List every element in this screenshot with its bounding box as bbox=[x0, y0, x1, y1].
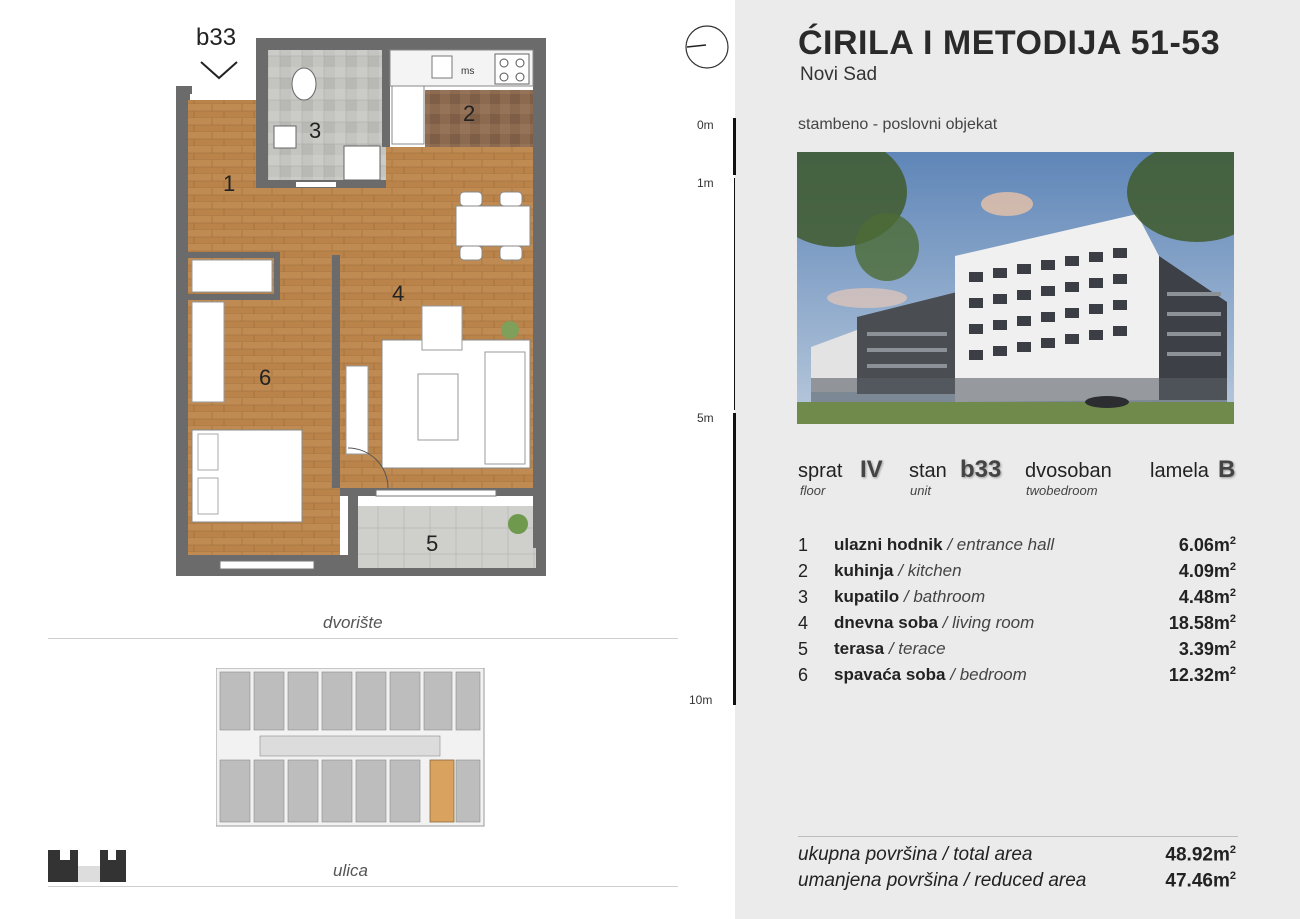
room-row bbox=[798, 613, 1238, 637]
room-row-name: kuhinja / kitchen bbox=[834, 561, 962, 580]
scale-bar-segment bbox=[734, 178, 735, 410]
compass-icon bbox=[684, 24, 730, 70]
yard-label: dvorište bbox=[323, 613, 383, 632]
room-row bbox=[798, 639, 1238, 663]
room-number-3: 3 bbox=[309, 118, 322, 143]
room-row bbox=[798, 535, 1238, 559]
room-number-2: 2 bbox=[463, 101, 476, 126]
street-label: ulica bbox=[333, 861, 368, 880]
room-row-name: dnevna soba / living room bbox=[834, 613, 1035, 632]
building-type: stambeno - poslovni objekat bbox=[798, 116, 998, 133]
scale-label-0: 0m bbox=[697, 118, 714, 132]
divider bbox=[798, 836, 1238, 837]
room-row-area: $4.48m^2$ bbox=[1178, 587, 1236, 607]
room-number-1: 1 bbox=[223, 171, 236, 196]
unit-value: b33 bbox=[960, 456, 1002, 483]
reduced-area-value: $47.46m^2$ bbox=[1165, 870, 1236, 892]
scale-bar-segment bbox=[733, 413, 736, 705]
floor-key-plan bbox=[216, 668, 486, 828]
reduced-area-row bbox=[798, 870, 1238, 892]
room-row-number: 1 bbox=[798, 535, 809, 555]
room-row-number: 4 bbox=[798, 613, 809, 633]
room-row-name: terasa / terace bbox=[834, 639, 946, 658]
unit-sub: unit bbox=[910, 483, 931, 498]
reduced-area-label: umanjena površina / reduced area bbox=[798, 870, 1087, 891]
scale-label-10: 10m bbox=[689, 693, 713, 707]
room-row-number: 3 bbox=[798, 587, 809, 607]
room-row-area: $4.09m^2$ bbox=[1178, 561, 1236, 581]
divider bbox=[48, 638, 678, 639]
room-row bbox=[798, 665, 1238, 689]
room-number-4: 4 bbox=[392, 281, 405, 306]
apartment-floor-plan bbox=[170, 34, 555, 584]
total-area-value: $48.92m^2$ bbox=[1165, 844, 1236, 866]
room-row bbox=[798, 561, 1238, 585]
total-area-label: ukupna površina / total area bbox=[798, 844, 1033, 865]
rooms-type-label: dvosoban bbox=[1025, 460, 1112, 482]
floor-sub: floor bbox=[800, 483, 826, 498]
scale-label-1: 1m bbox=[697, 176, 714, 190]
room-row-area: $12.32m^2$ bbox=[1168, 665, 1236, 685]
room-number-5: 5 bbox=[426, 531, 439, 556]
floor-label: sprat bbox=[798, 460, 843, 482]
unit-tag: b33 bbox=[196, 24, 237, 51]
room-row-name: kupatilo / bathroom bbox=[834, 587, 986, 606]
page-title: ĆIRILA I METODIJA 51-53 bbox=[798, 24, 1221, 62]
total-area-row bbox=[798, 844, 1238, 866]
city-label: Novi Sad bbox=[800, 64, 878, 85]
room-row-area: $18.58m^2$ bbox=[1168, 613, 1236, 633]
room-row-number: 6 bbox=[798, 665, 809, 685]
room-row bbox=[798, 587, 1238, 611]
divider bbox=[48, 886, 678, 887]
room-row-number: 2 bbox=[798, 561, 809, 581]
scale-bar-segment bbox=[733, 118, 736, 175]
room-row-name: spavaća soba / bedroom bbox=[834, 665, 1027, 684]
building-orientation-icon bbox=[48, 850, 128, 882]
stove-label: ms bbox=[461, 66, 475, 77]
room-row-number: 5 bbox=[798, 639, 809, 659]
rooms-type-sub: twobedroom bbox=[1026, 483, 1098, 498]
lamela-label: lamela bbox=[1150, 460, 1209, 482]
floor-value: IV bbox=[860, 456, 883, 483]
scale-label-5: 5m bbox=[697, 411, 714, 425]
room-row-name: ulazni hodnik / entrance hall bbox=[834, 535, 1055, 554]
building-rendering bbox=[797, 152, 1234, 424]
room-number-6: 6 bbox=[259, 365, 272, 390]
unit-label: stan bbox=[909, 460, 947, 482]
room-row-area: $6.06m^2$ bbox=[1178, 535, 1236, 555]
lamela-value: B bbox=[1218, 456, 1236, 483]
room-row-area: $3.39m^2$ bbox=[1178, 639, 1236, 659]
